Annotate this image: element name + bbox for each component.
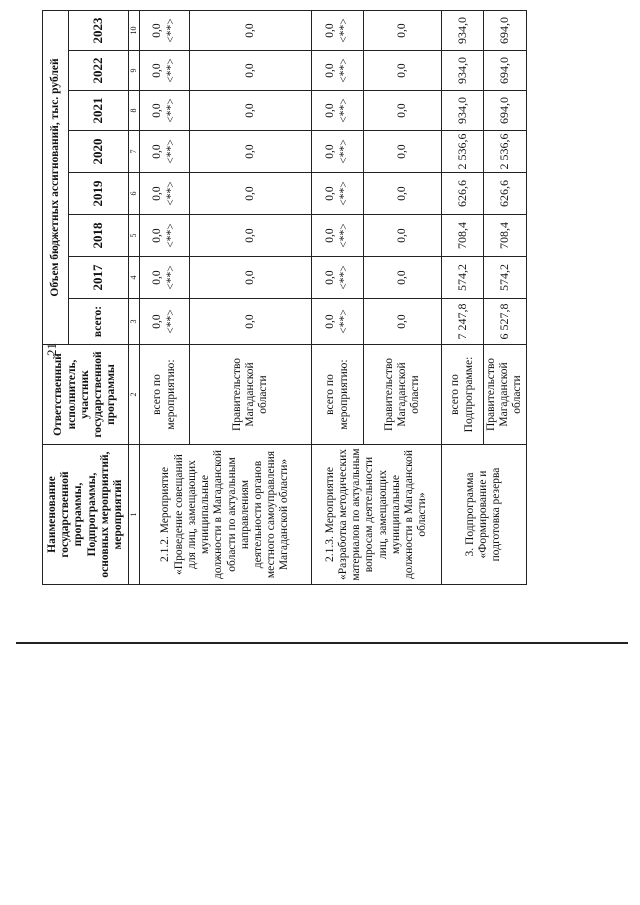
cell-value: 0,0 <box>190 131 312 173</box>
header-name-column: Наименование государственной программы, Подпрограммы, основных мероприятий, мероприятий <box>43 445 129 585</box>
cell-value: 0,0 <**> <box>312 51 364 91</box>
cell-value: 934,0 <box>442 11 484 51</box>
column-number: 7 <box>129 131 140 173</box>
cell-value: 0,0 <**> <box>140 91 190 131</box>
cell-value: 0,0 <**> <box>312 215 364 257</box>
cell-value: 0,0 <box>364 215 442 257</box>
cell-value: 0,0 <box>364 299 442 345</box>
row-executor: всего по мероприятию: <box>312 345 364 445</box>
cell-value: 0,0 <**> <box>140 173 190 215</box>
cell-value: 0,0 <box>364 91 442 131</box>
budget-table <box>42 10 527 585</box>
cell-value: 0,0 <**> <box>140 131 190 173</box>
header-total: всего: <box>69 299 129 345</box>
column-number: 3 <box>129 299 140 345</box>
cell-value: 0,0 <**> <box>312 131 364 173</box>
cell-value: 0,0 <box>190 11 312 51</box>
cell-value: 574,2 <box>442 257 484 299</box>
cell-value: 0,0 <box>190 51 312 91</box>
header-year: 2018 <box>69 215 129 257</box>
column-number-row <box>129 11 140 585</box>
cell-value: 708,4 <box>442 215 484 257</box>
column-number: 6 <box>129 173 140 215</box>
cell-value: 0,0 <**> <box>140 11 190 51</box>
cell-value: 0,0 <**> <box>140 215 190 257</box>
row-executor: Правительство Магаданской области <box>364 345 442 445</box>
column-number: 9 <box>129 51 140 91</box>
cell-value: 0,0 <box>364 257 442 299</box>
row-name: 3. Подпрограмма «Формирование и подготовка резерва <box>442 445 527 585</box>
header-budget: Объем бюджетных ассигнований, тыс. рублей <box>43 11 69 345</box>
cell-value: 2 536,6 <box>442 131 484 173</box>
cell-value: 6 527,8 <box>484 299 527 345</box>
row-executor: всего по Подпрограмме: <box>442 345 484 445</box>
rotated-table-container <box>42 10 527 585</box>
row-executor: Правительство Магаданской области <box>484 345 527 445</box>
row-executor: Правительство Магаданской области <box>190 345 312 445</box>
cell-value: 0,0 <box>190 257 312 299</box>
cell-value: 694,0 <box>484 91 527 131</box>
cell-value: 0,0 <**> <box>312 299 364 345</box>
cell-value: 694,0 <box>484 51 527 91</box>
cell-value: 0,0 <box>364 51 442 91</box>
column-number: 8 <box>129 91 140 131</box>
cell-value: 0,0 <box>364 131 442 173</box>
cell-value: 0,0 <**> <box>140 299 190 345</box>
cell-value: 0,0 <**> <box>312 257 364 299</box>
cell-value: 934,0 <box>442 51 484 91</box>
row-name: 2.1.3. Мероприятие «Разработка методических материалов по актуальным вопросам деятельности лиц, замещающих муниципальные должности в Магаданской области» <box>312 445 442 585</box>
cell-value: 0,0 <**> <box>140 51 190 91</box>
cell-value: 574,2 <box>484 257 527 299</box>
header-year: 2019 <box>69 173 129 215</box>
cell-value: 0,0 <**> <box>312 11 364 51</box>
page-divider-line <box>16 642 628 644</box>
cell-value: 2 536,6 <box>484 131 527 173</box>
cell-value: 0,0 <**> <box>140 257 190 299</box>
column-number: 4 <box>129 257 140 299</box>
cell-value: 0,0 <**> <box>312 173 364 215</box>
page-number: 21 <box>44 343 59 356</box>
table-row <box>312 11 364 585</box>
cell-value: 0,0 <**> <box>312 91 364 131</box>
cell-value: 626,6 <box>484 173 527 215</box>
column-number: 5 <box>129 215 140 257</box>
cell-value: 0,0 <box>190 173 312 215</box>
table-row <box>442 11 484 585</box>
cell-value: 0,0 <box>364 11 442 51</box>
column-number: 10 <box>129 11 140 51</box>
cell-value: 0,0 <box>190 299 312 345</box>
column-number: 2 <box>129 345 140 445</box>
header-year: 2020 <box>69 131 129 173</box>
cell-value: 0,0 <box>190 215 312 257</box>
header-year: 2022 <box>69 51 129 91</box>
header-year: 2021 <box>69 91 129 131</box>
header-year: 2017 <box>69 257 129 299</box>
row-name: 2.1.2. Мероприятие «Проведение совещаний для лиц, замещающих муниципальные должности в Магаданской области по актуальным направлениям деятельности органов местного самоуправления Магаданской области» <box>140 445 312 585</box>
cell-value: 626,6 <box>442 173 484 215</box>
cell-value: 0,0 <box>364 173 442 215</box>
cell-value: 0,0 <box>190 91 312 131</box>
table-row <box>140 11 190 585</box>
header-executor-column: Ответственный исполнитель, участник государственной программы <box>43 345 129 445</box>
header-year: 2023 <box>69 11 129 51</box>
cell-value: 694,0 <box>484 11 527 51</box>
cell-value: 7 247,8 <box>442 299 484 345</box>
cell-value: 708,4 <box>484 215 527 257</box>
row-executor: всего по мероприятию: <box>140 345 190 445</box>
column-number: 1 <box>129 445 140 585</box>
cell-value: 934,0 <box>442 91 484 131</box>
